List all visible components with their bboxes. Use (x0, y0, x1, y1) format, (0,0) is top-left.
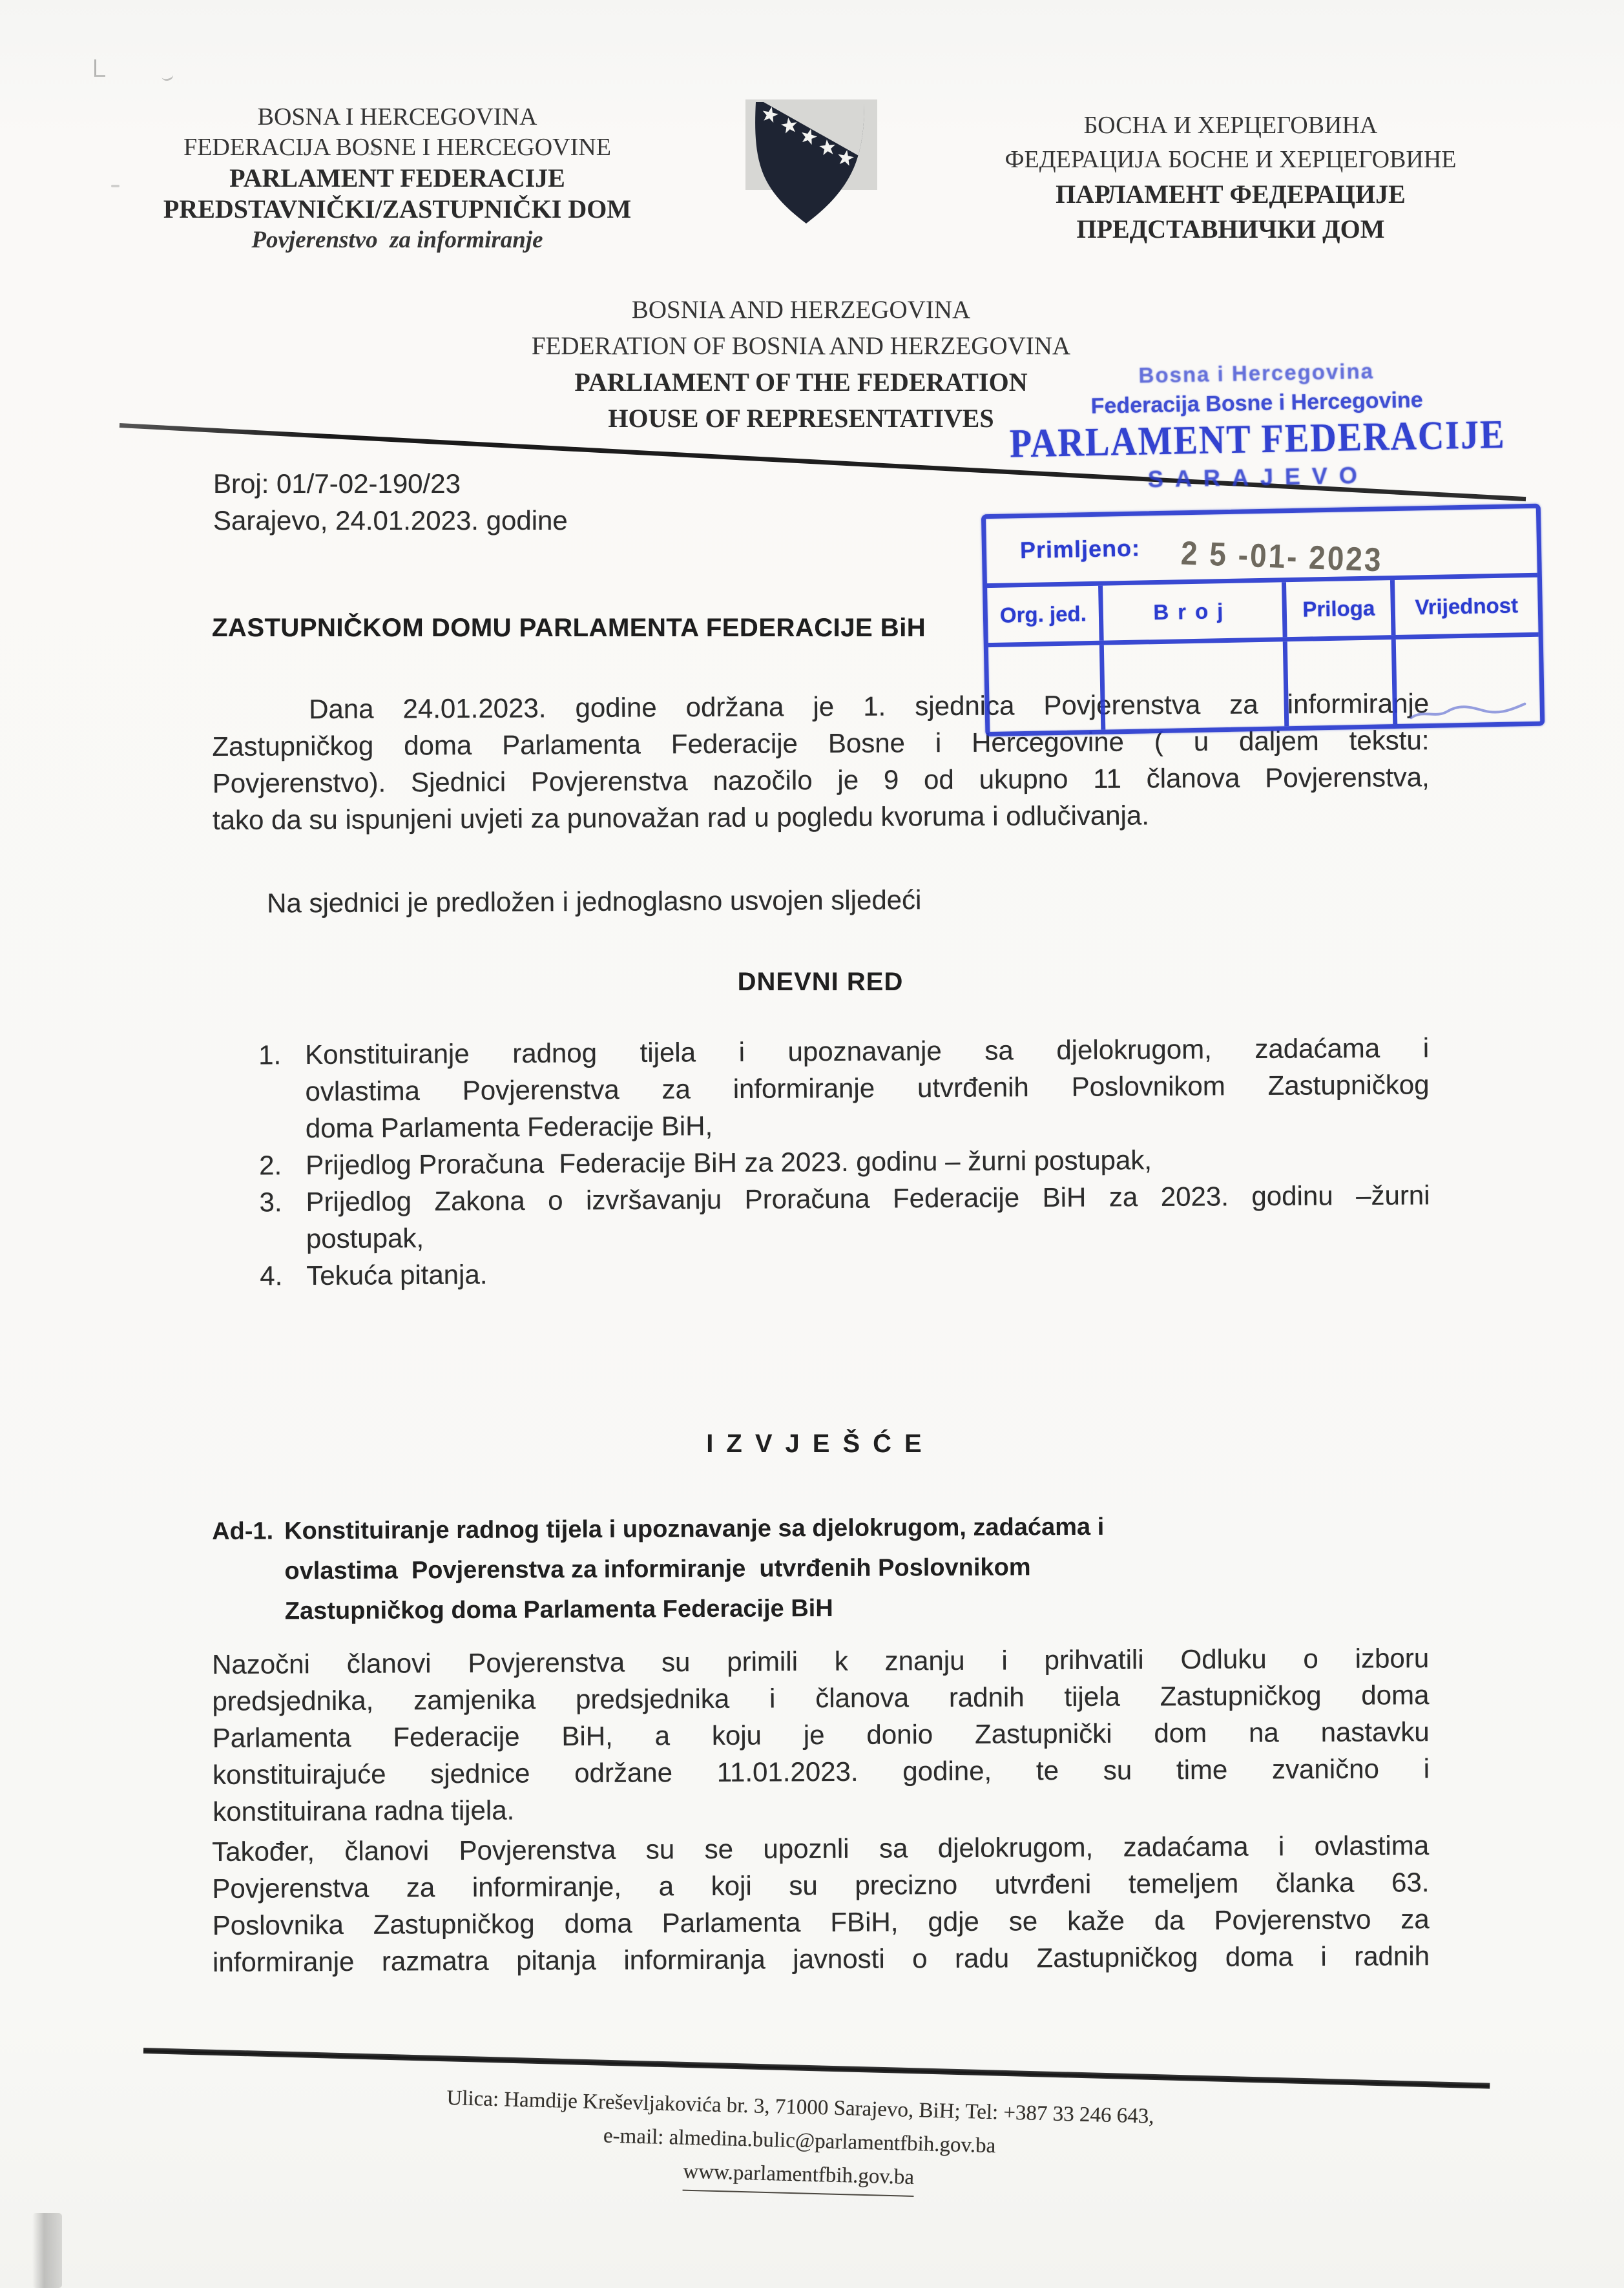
scan-artifact (111, 185, 120, 187)
agenda-list (305, 1029, 1430, 1294)
reference-place-date: Sarajevo, 24.01.2023. godine (213, 505, 568, 536)
agenda-item-line: Tekuća pitanja. (306, 1259, 488, 1291)
letterhead-right-line: ПРЕДСТАВНИЧКИ ДОМ (1076, 214, 1385, 244)
paragraph-line: Također, članovi Povjerenstva su se upoznli sa djelokrugom, zadaćama i ovlastima (212, 1830, 1430, 1867)
stamp-empty-row (988, 637, 1540, 732)
agenda-item (306, 1250, 1430, 1294)
agenda-item (306, 1139, 1430, 1183)
letterhead-left (152, 102, 643, 256)
agenda-title: DNEVNI RED (737, 968, 904, 996)
footer-address: Ulica: Hamdije Kreševljakovića br. 3, 71000 Sarajevo, BiH; Tel: +387 33 246 643, (446, 2086, 1154, 2128)
scan-artifact (94, 59, 105, 77)
paragraph-line: konstituirana radna tijela. (213, 1794, 515, 1827)
paragraph-line: Nazočni članovi Povjerenstva su primili k znanju i prihvatili Odluku o izboru (212, 1643, 1430, 1680)
stamp-org-line: PARLAMENT FEDERACIJE (1009, 411, 1506, 467)
paragraph-line: Dana 24.01.2023. godine održana je 1. sjednica Povjerenstva za informiranje (309, 688, 1430, 725)
letterhead-right (972, 109, 1489, 247)
paragraph-line: Na sjednici je predložen i jednoglasno usvojen sljedeći (267, 884, 922, 919)
stamp-org-line: Federacija Bosne i Hercegovine (1090, 388, 1423, 419)
agenda-item (306, 1176, 1430, 1257)
stamp-column-header: Broj (1098, 582, 1283, 640)
paragraph-line: Parlamenta Federacije BiH, a koju je donio Zastupnički dom na nastavku (212, 1716, 1430, 1753)
reference-block (213, 465, 568, 539)
letterhead-right-line: БОСНА И ХЕРЦЕГОВИНА (1083, 112, 1378, 139)
agenda-item-line: postupak, (306, 1222, 424, 1254)
agenda-item-line: Prijedlog Proračuna Federacije BiH za 2023. godinu – žurni postupak, (306, 1144, 1152, 1180)
paragraph-line: konstituirajuće sjednice održane 11.01.2023. godine, te su time zvanično i (212, 1753, 1430, 1790)
letterhead-right-line: ПАРЛАМЕНТ ФЕДЕРАЦИЈЕ (1056, 180, 1406, 209)
intro-paragraph (212, 879, 1429, 922)
letterhead-left-line: PREDSTAVNIČKI/ZASTUPNIČKI DOM (163, 194, 632, 224)
heading-line: Konstituiranje radnog tijela i upoznavanje sa djelokrugom, zadaćama i (284, 1513, 1105, 1545)
paragraph-line: Povjerenstva za informiranje, a koji su precizno utvrđeni temeljem članka 63. (212, 1867, 1430, 1904)
scan-edge-streak (32, 2213, 62, 2288)
letterhead-right-line: ФЕДЕРАЦИЈА БОСНЕ И ХЕРЦЕГОВИНЕ (1005, 146, 1457, 173)
letterhead-english-line: HOUSE OF REPRESENTATIVES (608, 404, 994, 433)
stamp-column-header: Org. jed. (999, 601, 1087, 627)
heading-line: Zastupničkog doma Parlamenta Federacije BiH (284, 1594, 833, 1625)
letterhead-left-line: BOSNA I HERCEGOVINA (257, 103, 537, 130)
stamp-received-label: Primljeno: (1019, 534, 1141, 564)
agenda-item-line: ovlastima Povjerenstva za informiranje utvrđenih Poslovnikom Zastupničkog (305, 1069, 1430, 1107)
footer-email: e-mail: almedina.bulic@parlamentfbih.gov.ba (603, 2124, 996, 2158)
footer (198, 2075, 1402, 2210)
report-paragraph (212, 1827, 1430, 1981)
paragraph-line: Zastupničkog doma Parlamenta Federacije Bosne i Hercegovine ( u daljem tekstu: (212, 725, 1430, 762)
letterhead-english-line: FEDERATION OF BOSNIA AND HERZEGOVINA (531, 332, 1071, 360)
letterhead-english-line: BOSNIA AND HERZEGOVINA (631, 296, 971, 324)
stamp-empty-cell (1099, 641, 1284, 729)
report-paragraph (212, 1639, 1430, 1830)
paragraph-line: predsjednika, zamjenika predsjednika i članova radnih tijela Zastupničkog doma (212, 1680, 1430, 1716)
agenda-item-line: Konstituiranje radnog tijela i upoznavanje sa djelokrugom, zadaćama i (305, 1032, 1430, 1070)
letterhead-left-line: PARLAMENT FEDERACIJE (229, 163, 565, 192)
report-item-heading-text (284, 1506, 1344, 1632)
stamp-empty-cell (1283, 640, 1393, 726)
agenda-item-line: Prijedlog Zakona o izvršavanju Proračuna Federacije BiH za 2023. godinu –žurni (306, 1180, 1430, 1217)
report-item-label: Ad-1. (212, 1517, 274, 1545)
paragraph-line: tako da su ispunjeni uvjeti za punovažan rad u pogledu kvoruma i odlučivanja. (212, 800, 1150, 835)
reference-number: Broj: 01/7-02-190/23 (213, 468, 461, 499)
stamp-column-header: Priloga (1282, 580, 1391, 637)
received-stamp-header (994, 354, 1520, 500)
letterhead-left-line: FEDERACIJA BOSNE I HERCEGOVINE (183, 134, 611, 161)
stamp-empty-cell (988, 645, 1101, 732)
received-date-stamp: 2 5 -01- 2023 (1180, 534, 1384, 579)
paragraph-line: Poslovnika Zastupničkog doma Parlamenta FBiH, gdje se kaže da Povjerenstvo za (212, 1904, 1430, 1940)
stamp-scribble (1407, 696, 1531, 725)
agenda-item (305, 1029, 1430, 1147)
stamp-org-line: SARAJEVO (1147, 461, 1369, 493)
paragraph-line: Povjerenstvo). Sjednici Povjerenstva nazočilo je 9 od ukupno 11 članova Povjerenstva, (212, 762, 1430, 798)
stamp-empty-cell (1391, 637, 1540, 724)
stamp-column-header: Vrijednost (1390, 577, 1539, 635)
report-title: IZVJEŠĆE (706, 1430, 935, 1458)
recipient-title: ZASTUPNIČKOM DOMU PARLAMENTA FEDERACIJE BiH (212, 614, 926, 642)
stamp-header-row (987, 577, 1539, 647)
agenda-item-line: doma Parlamenta Federacije BiH, (305, 1110, 713, 1143)
paragraph-line: informiranje razmatra pitanja informiranja javnosti o radu Zastupničkog doma i radnih (212, 1940, 1430, 1977)
letterhead-left-line: Povjerenstvo za informiranje (251, 227, 543, 253)
footer-website: www.parlamentfbih.gov.ba (683, 2155, 915, 2197)
heading-line: ovlastima Povjerenstva za informiranje utvrđenih Poslovnikom (284, 1554, 1031, 1585)
letterhead-english-line: PARLIAMENT OF THE FEDERATION (574, 368, 1028, 397)
stamp-org-line: Bosna i Hercegovina (1138, 359, 1375, 388)
coat-of-arms-icon (736, 94, 885, 230)
scan-artifact (161, 70, 174, 81)
report-item-heading (212, 1506, 1344, 1632)
